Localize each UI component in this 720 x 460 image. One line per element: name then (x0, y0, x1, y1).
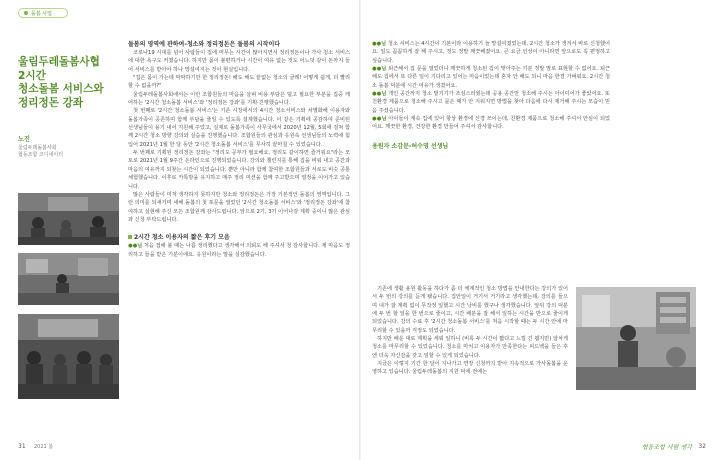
review-item (372, 40, 610, 65)
body-paragraph: 코로나19 시대를 넘어 사람들이 집에 머무는 시간이 많아지면서 정리정돈이나 가사 청소 서비스에 대한 욕구도 커졌습니다. 하지만 몸이 불편하거나 시간이 여유 없는 것도 어느덧 같이 돈까지 들어 서비스를 받아야 하나 망설여지는 것이 현실입니다. (128, 50, 350, 73)
article-title (18, 56, 110, 110)
author-org (18, 145, 110, 159)
body-column-2-lower (372, 285, 568, 377)
reviewer-label: ●●님 (372, 116, 387, 123)
reviewer-label: ●●님 (372, 66, 387, 73)
body-paragraph: 지금은 이렇지 기간 한 달이 지나가고 연장 신청까지 받아 지속적으로 가사돌봄을 운영하고 있습니다. 울림두레돌봄의 지원 덕에 전에는 (372, 361, 568, 376)
review-item (372, 65, 610, 90)
review-text: 처음 접해 볼 때는 나름 정리했다고 생각해서 의뢰도 해 주셔서 청 감사합니다. 제 마음도 정리하고 들을 받은 기분이에요. 응원이라는 말을 실감했습니다. (128, 243, 350, 258)
journal-name: 협동조합 사람 생각 (641, 444, 692, 451)
title-line: 청소돌봄 서비스와 (18, 83, 104, 96)
lecture-photo-image (18, 193, 119, 245)
review-text: 청소 서비스는 4시간이 기본이라 이용하기 늘 망설여졌었는데, 2시간 청소가 생겨서 바로 신청했어요. 일도 꼼꼼하게 잘 해 주시고, 정도 정말 깨끗해졌어요. 큰 요금 인상이 아니라면 앞으로도 꼭 편정하고 싶습니다. (372, 41, 610, 64)
review-heading (128, 233, 350, 242)
body-paragraph: 기존에 생활 용원 활동을 하다가 좀 더 체계적인 청소 방법을 안내한다는 강의가 있어서 두 번의 강의를 듣게 됐습니다. 집안일이 거기서 거기라고 생각했는데, 강의를 들으며 내가 잘 계획 없이 무작정 일했고 시간 낭비를 했구나 생각했습니다. 앞뒤 강의 덕분에 두 번 할 일을 한 번으로 줄이고, 시간 배분을 잘 해서 일하는 시간을 반으로 줄이게 되었습니다. 강의 수료 후 '2시간 청소돌봄 서비스'를 처음 시작할 때는 두 시간 안에 마무리할 수 있을까 걱정도 되었습니다. (372, 286, 568, 334)
title-line: 2시간 (18, 69, 46, 82)
section-label: 돌봄 사업 (31, 10, 52, 17)
title-line: 정리정돈 강좌 (18, 96, 84, 109)
cleaning-photo-image (18, 253, 119, 305)
heading-bullet-icon (128, 235, 132, 239)
body-paragraph: "집은 몸이 가는데 막막하기만 한 정리정돈! 해도 해도 끝없는 청소의 굴레! 어떻게 쉽게, 더 빨리 할 수 없을까?" (128, 75, 350, 90)
review-item (128, 242, 350, 259)
class-photo-image (18, 314, 119, 399)
review-text: 개인 공간까지 청소 맡기기가 조심스러웠는데 공용 공간만 청소해 주시는 아이디어가 좋았어요. 또 친환경 제품으로 청소해 주시고 묻은 때가 안 지워지면 방법을 찾아 다음에 다시 제거해 주시는 모습이 믿음 주셨습니다. (372, 91, 610, 114)
body-column-2 (372, 40, 610, 151)
reviewer-label: ●●님 (372, 41, 387, 47)
author-org-line: 협동조합 코디네이터 (18, 152, 64, 159)
review-item (372, 90, 610, 115)
body-paragraph: 두 번째로 기획된 정리정돈 강좌는 "정리도 공부가 필요해요, 정리도 같이하면 즐거워요"라는 모토로 2021년 1월 9주간 온라인으로 진행되었습니다. 강의와 챌린지를 통해 집을 비워 내고 공간과 마음의 여유까지 되찾는 시간이 되었습니다. 뿐만 아니라 함께 참여한 조합원들과 서로도 비슷 공통 체험했습니다. 이후로 카톡방을 유지하고 매주 정리 미션을 함께 주고받으며 열정을 이어가고 있습니다. (128, 150, 350, 190)
photo-class (18, 314, 119, 399)
section-tag (18, 8, 68, 18)
review-text: 아이들이 계속 집에 있어 항상 환경에 신경 쓰이는데, 친환경 제품으로 청소해 주셔서 안심이 되었어요. 깨끗한 환경, 건강한 환경 만들어 주셔서 감사합니다. (372, 116, 610, 131)
body-paragraph: 많은 사람들이 미처 생각하지 못하지만 청소와 정리정돈은 가장 기본적인 돌봄의 영역입니다. 그런 의미를 되새기며 새해 돌봄의 첫 포문을 열었던 '2시간 청소돌봄 서비스'와 '정리정돈 강좌'에 참여하고 실현해 주신 모든 조합원께 감사드립니다. 앞으로 2기, 3기 이어나갈 계획 중이니 많은 관심과 신청 부탁드립니다. (128, 191, 350, 223)
page-number-right: 32 (698, 443, 706, 450)
tag-dot-icon (24, 11, 28, 15)
room-photo-image (576, 287, 696, 390)
reviewer-label: ●●님 (372, 91, 387, 98)
review-item (372, 115, 610, 132)
title-line: 울림두레돌봄사협 (18, 56, 100, 68)
photo-cleaning (18, 253, 119, 305)
body-paragraph: 울림두레돌봄사회에서는 이런 조합원들의 마음을 살펴 비용 부담은 덜고 필요한 부분을 집중 케어하는 '2시간 청소돌봄 서비스'와 '정리정돈 강좌'를 기획·진행했습니다. (128, 91, 350, 107)
body-paragraph: 첫 번째로 '2시간 청소돌봄 서비스'는 기존 시장에서의 4시간 청소서비스와 차별화해 이용자와 돌봄가족이 공존하며 함께 부담을 줄일 수 있도록 설계했습니다. 이 같은 기획에 공감하여 준비된 선생님들이 용기 내어 지원해 주었고, 실제로 돌봄가족이 사무국에서 2020년 12월, 5회에 걸쳐 함께 2시간 청소 방향 강의와 실습을 진행했습니다. 조합원들의 관심과 응원속 선생님들의 노력에 힘입어 2021년 1월 한 달 동안 '2시간 청소돌봄 서비스'를 무사히 끝마칠 수 있었습니다. (128, 108, 350, 148)
article-heading: 돌봄의 영역에 관하여-청소와 정리정돈은 돌봄의 시작이다 (128, 41, 281, 48)
body-paragraph: 하지만 배운 대로 계획을 세워 일하니 (비록 두 시간이 짧다고 느낄 긴 웹지만) 알차게 청소를 마무리할 수 있었습니다. 청소를 마치고 이용자가 만족한다는 피드백을 들은 후엔 더욱 자신감을 갖고 일할 수 있게 되었습니다. (372, 336, 568, 359)
body-column-1 (128, 40, 350, 259)
page-gutter (359, 0, 361, 460)
photo-room (576, 287, 696, 390)
reviewer-label: ●●님 (128, 243, 143, 250)
review-heading-text: 2시간 청소 이용자의 짧은 후기 모음 (134, 234, 230, 242)
review-text: 퇴근해서 집 문을 열었더니 깨끗하게 청소된 집이 맞아주는 기분 정말 말로 표현할 수 없어요. 퇴근해도 집에서 또 다른 일이 기다리고 있어는 마음이었는데 혼자 안 해도 되니 마음 한결 가벼워요. 2시간 청소 돌봄 덕분에 시간 여유가 생겼어요. (372, 66, 610, 89)
page-number-left: 31 (18, 443, 26, 450)
issue-label: 2021 봄 (34, 444, 54, 450)
author-name: 노진 (18, 136, 30, 144)
testimonial-heading: 용원자 소감문-허수영 선생님 (372, 142, 449, 150)
title-block (18, 56, 110, 159)
photo-lecture (18, 193, 119, 245)
author-org-line: 울림두레돌봄사회 (18, 145, 57, 152)
